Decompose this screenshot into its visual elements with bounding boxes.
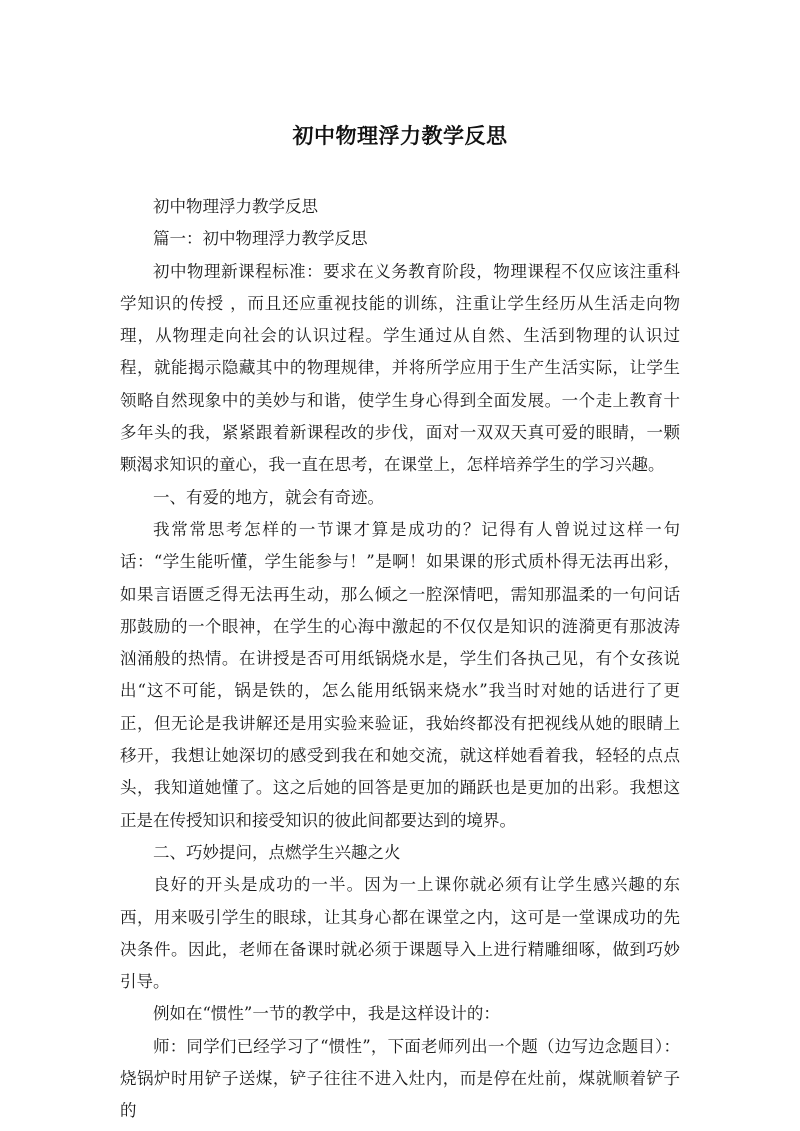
paragraph-intro: 初中物理新课程标准：要求在义务教育阶段，物理课程不仅应该注重科学知识的传授 ，而且还应重视技能的训练，注重让学生经历从生活走向物理，从物理走向社会的认识过程。学生通过从自然、生活到物理的认识过程，就能揭示隐藏其中的物理规律，并将所学应用于生产生活实际，让学生领略自然现象中的美妙与和谐，使学生身心得到全面发展。一个走上教育十多年头的我，紧紧跟着新课程改的步伐，面对一双双天真可爱的眼睛，一颗颗渴求知识的童心，我一直在思考，在课堂上，怎样培养学生的学习兴趣。 (120, 261, 680, 475)
section-heading-2: 二、巧妙提问，点燃学生兴趣之火 (153, 842, 401, 862)
page-title: 初中物理浮力教学反思 (292, 124, 508, 148)
paragraph-chapter-heading: 篇一：初中物理浮力教学反思 (153, 229, 368, 249)
section-heading-1: 一、有爱的地方，就会有奇迹。 (153, 487, 384, 507)
paragraph-section-2: 良好的开头是成功的一半。因为一上课你就必须有让学生感兴趣的东西，用来吸引学生的眼球，让其身心都在课堂之内，这可是一堂课成功的先决条件。因此，老师在备课时就必须于课题导入上进行精雕细啄，做到巧妙引导。 (120, 875, 680, 992)
document-body (120, 191, 680, 1128)
paragraph-example: 例如在“惯性”一节的教学中，我是这样设计的： (153, 1004, 500, 1024)
paragraph-dialogue: 师：同学们已经学习了“惯性”，下面老师列出一个题（边写边念题目）：烧锅炉时用铲子送煤，铲子往往不进入灶内，而是停在灶前，煤就顺着铲子的 (120, 1036, 680, 1121)
paragraph-subtitle: 初中物理浮力教学反思 (153, 197, 318, 216)
paragraph-section-1: 我常常思考怎样的一节课才算是成功的？记得有人曾说过这样一句话：“学生能听懂，学生能参与！”是啊！如果课的形式质朴得无法再出彩，如果言语匮乏得无法再生动，那么倾之一腔深情吧，需知那温柔的一句问话那鼓励的一个眼神，在学生的心海中激起的不仅仅是知识的涟漪更有那波涛汹涌般的热情。在讲授是否可用纸锅烧水是，学生们各执己见，有个女孩说出“这不可能，锅是铁的，怎么能用纸锅来烧水”我当时对她的话进行了更正，但无论是我讲解还是用实验来验证，我始终都没有把视线从她的眼睛上移开，我想让她深切的感受到我在和她交流，就这样她看着我，轻轻的点点头，我知道她懂了。这之后她的回答是更加的踊跃也是更加的出彩。我想这正是在传授知识和接受知识的彼此间都要达到的境界。 (120, 519, 680, 830)
